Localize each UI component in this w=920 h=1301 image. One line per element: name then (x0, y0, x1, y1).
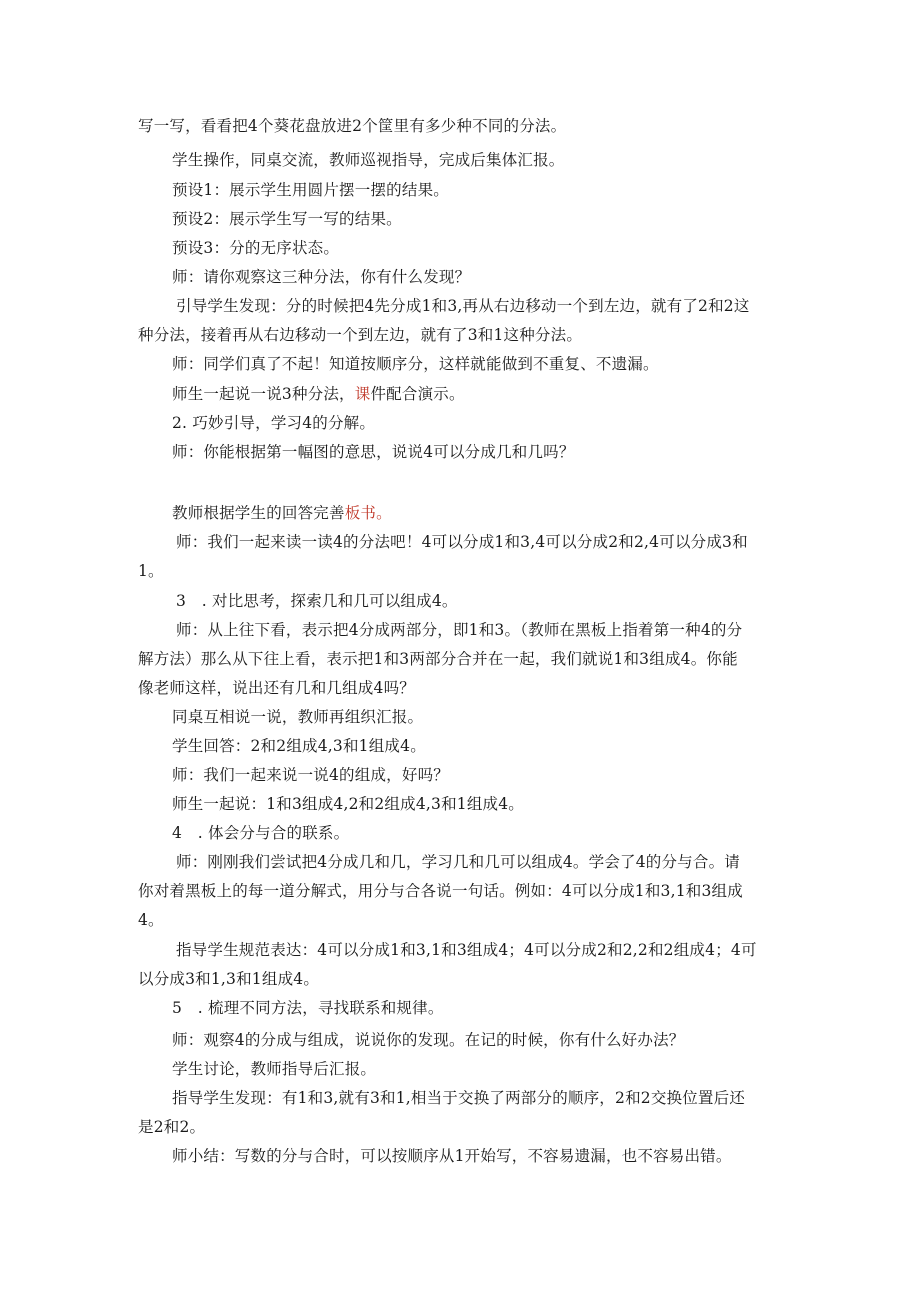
paragraph-line: 像老师这样，说出还有几和几组成4吗？ (138, 679, 415, 697)
paragraph-line: 引导学生发现：分的时候把4先分成1和3,再从右边移动一个到左边，就有了2和2这 (176, 297, 750, 315)
paragraph-line: 写一写，看看把4个葵花盘放进2个筐里有多少种不同的分法。 (138, 117, 567, 135)
paragraph-line: 师：观察4的分成与组成，说说你的发现。在记的时候，你有什么好办法？ (172, 1031, 685, 1049)
paragraph-line: 你对着黑板上的每一道分解式，用分与合各说一句话。例如：4可以分成1和3,1和3组成 (138, 882, 743, 900)
highlighted-keyword: 课 (354, 385, 371, 403)
paragraph-line: 学生讨论，教师指导后汇报。 (172, 1060, 377, 1078)
paragraph-line: 师：同学们真了不起！知道按顺序分，这样就能做到不重复、不遗漏。 (172, 355, 659, 373)
paragraph-line (172, 384, 822, 404)
paragraph-line: 师：从上往下看，表示把4分成两部分，即1和3。（教师在黑板上指着第一种4的分 (176, 621, 743, 639)
line-text: 教师根据学生的回答完善 (172, 504, 345, 522)
highlighted-keyword: 板书。 (344, 504, 392, 522)
line-text: 件配合演示。 (370, 385, 465, 403)
paragraph-line: 预设3：分的无序状态。 (172, 239, 340, 257)
paragraph-line: 以分成3和1,3和1组成4。 (138, 970, 320, 988)
paragraph-line: 师：我们一起来说一说4的组成，好吗？ (172, 766, 449, 784)
section-heading: 5 . 梳理不同方法，寻找联系和规律。 (172, 999, 444, 1017)
paragraph-line: 师：刚刚我们尝试把4分成几和几，学习几和几可以组成4。学会了4的分与合。请 (176, 853, 740, 871)
paragraph-line: 1。 (138, 562, 164, 580)
paragraph-line: 指导学生发现：有1和3,就有3和1,相当于交换了两部分的顺序，2和2交换位置后还 (172, 1089, 746, 1107)
paragraph-line: 师：我们一起来读一读4的分法吧！4可以分成1和3,4可以分成2和2,4可以分成3和 (176, 533, 748, 551)
section-heading: 4 . 体会分与合的联系。 (172, 824, 350, 842)
paragraph-line: 师小结：写数的分与合时，可以按顺序从1开始写，不容易遗漏，也不容易出错。 (172, 1147, 732, 1165)
paragraph-line: 预设2：展示学生写一写的结果。 (172, 210, 402, 228)
paragraph-line: 师生一起说：1和3组成4,2和2组成4,3和1组成4。 (172, 795, 525, 813)
paragraph-line: 种分法，接着再从右边移动一个到左边，就有了3和1这种分法。 (138, 326, 583, 344)
paragraph-line: 师：请你观察这三种分法，你有什么发现？ (172, 268, 471, 286)
section-heading: 3 . 对比思考，探索几和几可以组成4。 (176, 592, 458, 610)
section-heading: 2. 巧妙引导，学习4的分解。 (172, 414, 376, 432)
paragraph-line: 学生操作，同桌交流，教师巡视指导，完成后集体汇报。 (172, 151, 565, 169)
paragraph-line: 同桌互相说一说，教师再组织汇报。 (172, 708, 424, 726)
paragraph-line: 4。 (138, 911, 164, 929)
paragraph-line (172, 503, 822, 523)
paragraph-line: 学生回答：2和2组成4,3和1组成4。 (172, 737, 426, 755)
paragraph-line: 指导学生规范表达：4可以分成1和3,1和3组成4；4可以分成2和2,2和2组成4；4可 (176, 941, 757, 959)
paragraph-line: 解方法）那么从下往上看，表示把1和3两部分合并在一起，我们就说1和3组成4。你能 (138, 650, 738, 668)
paragraph-line: 预设1：展示学生用圆片摆一摆的结果。 (172, 181, 449, 199)
line-text: 师生一起说一说3种分法， (172, 385, 355, 403)
paragraph-line: 师：你能根据第一幅图的意思，说说4可以分成几和几吗？ (172, 443, 575, 461)
paragraph-line: 是2和2。 (138, 1118, 206, 1136)
